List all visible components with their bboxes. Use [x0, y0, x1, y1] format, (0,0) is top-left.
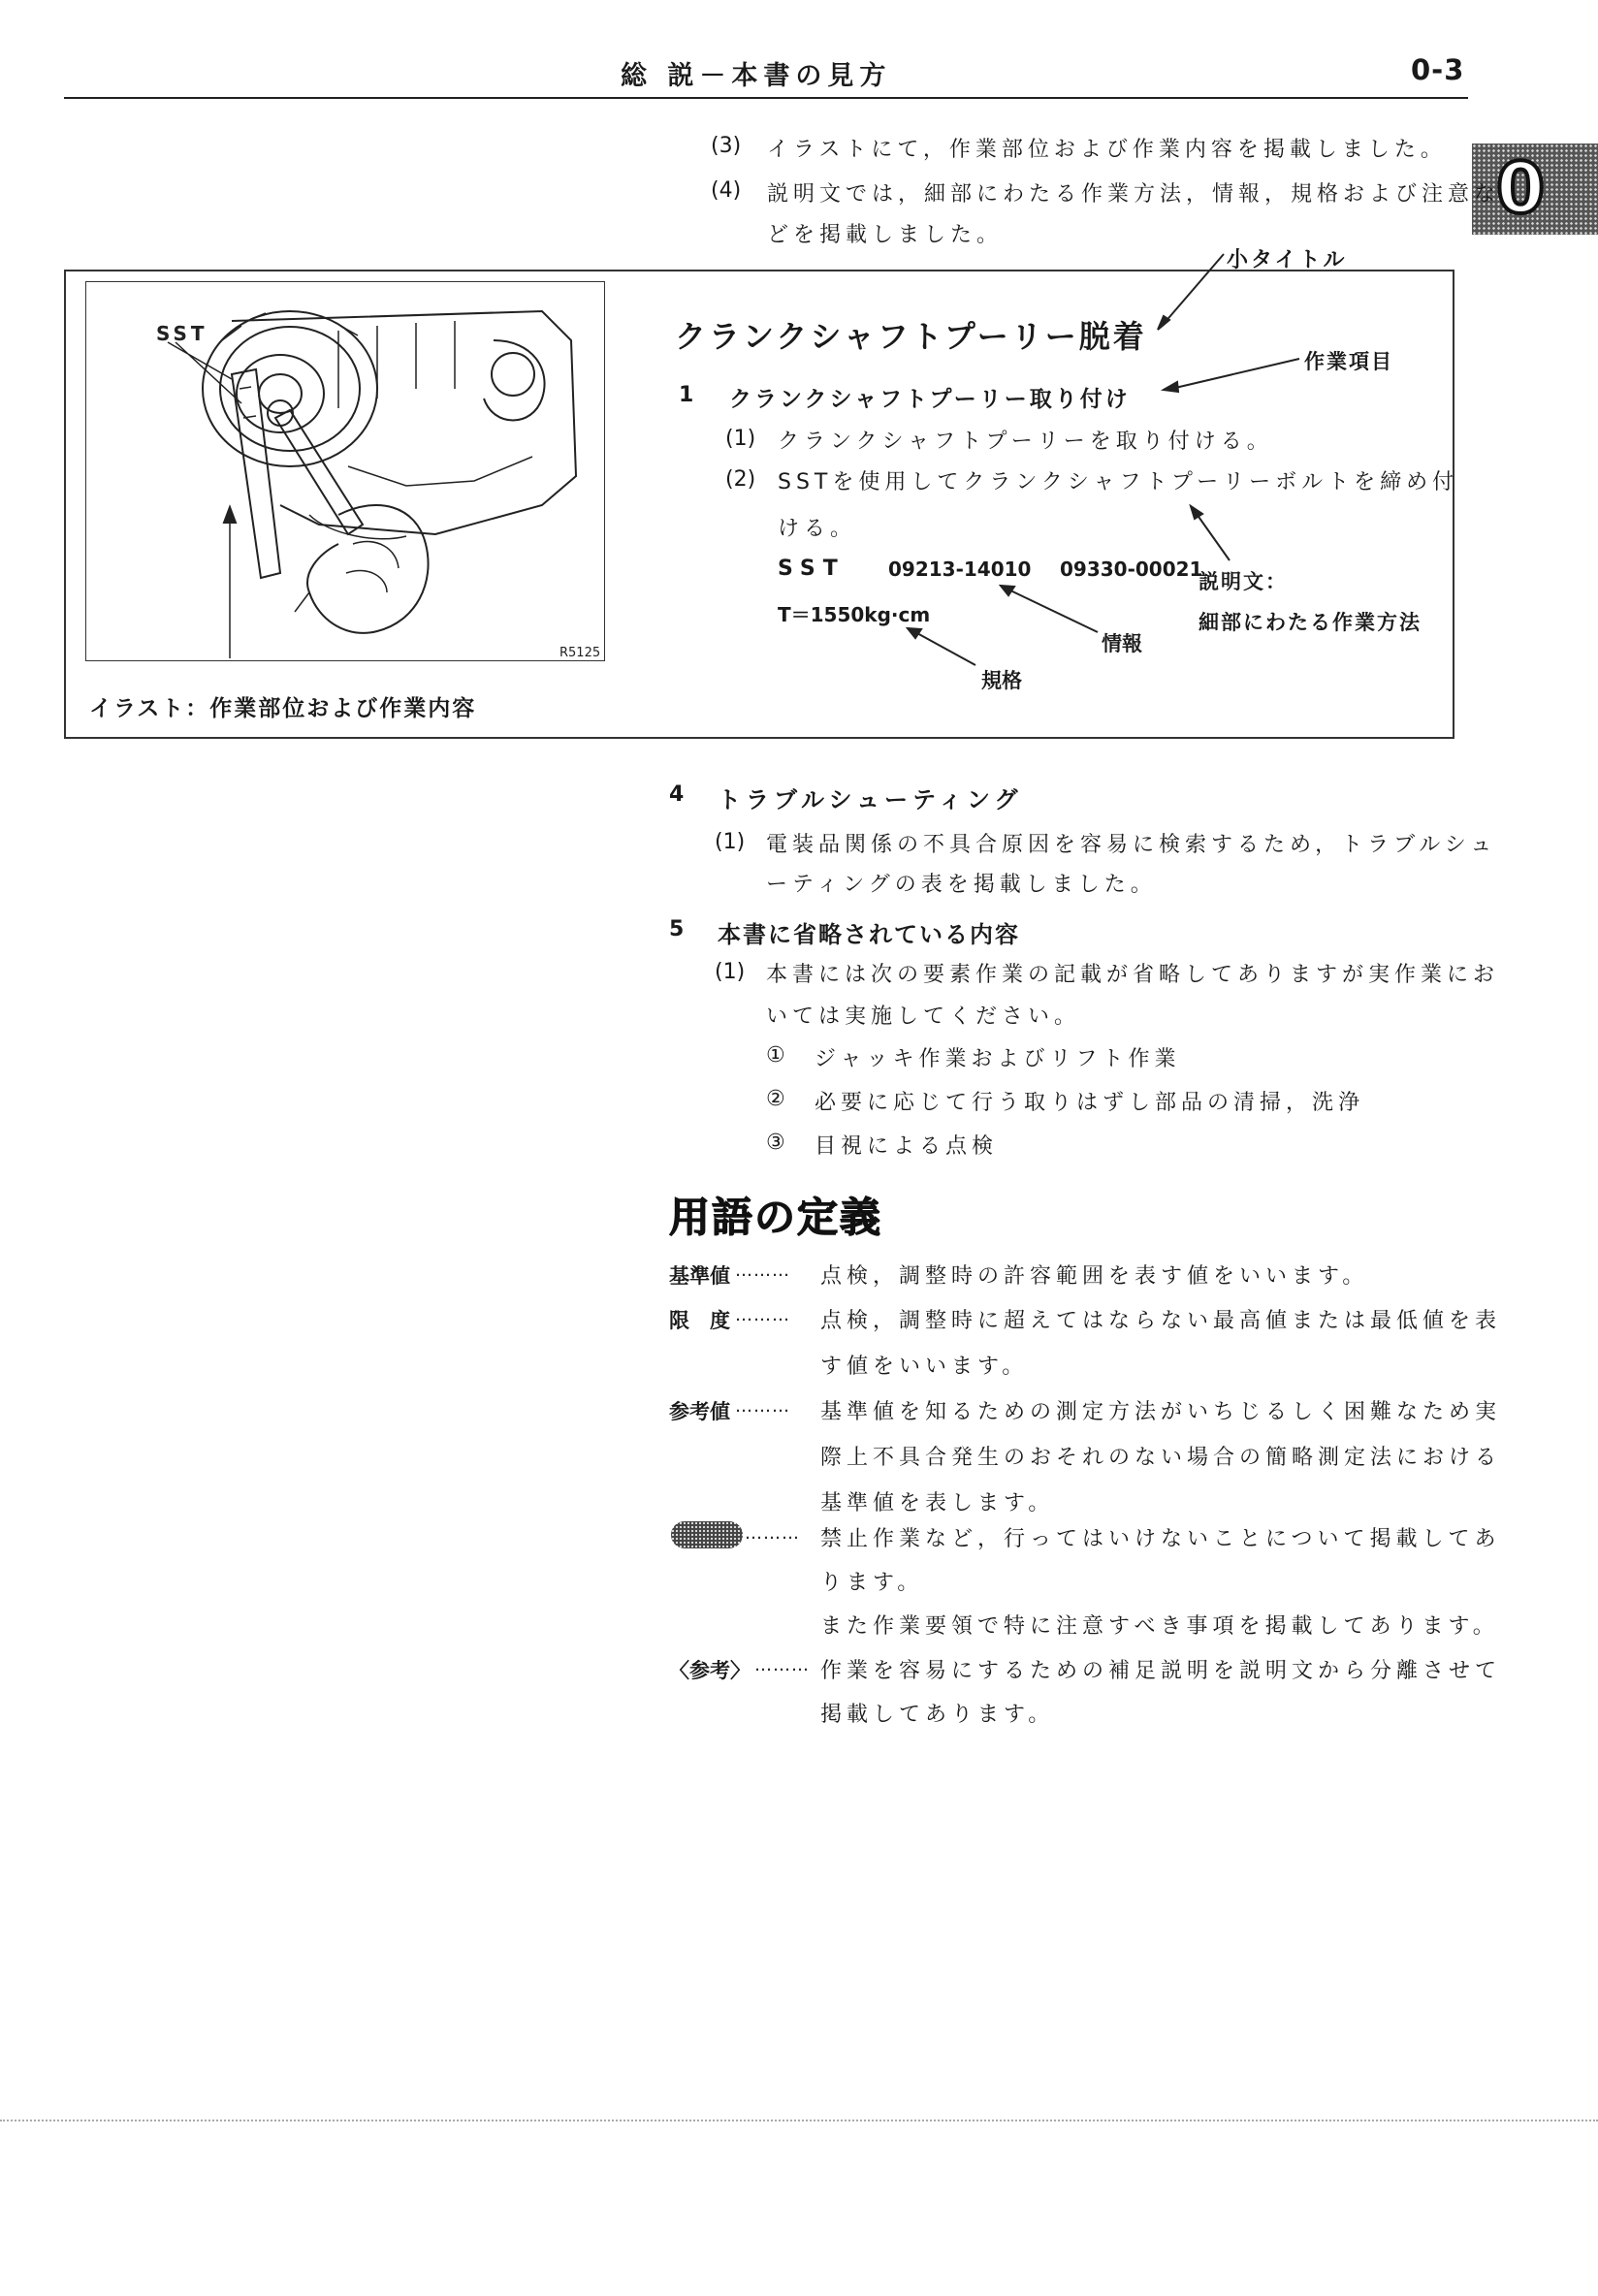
example-subtitle: クランクシャフトプーリー脱着: [675, 318, 1147, 355]
step-title: クランクシャフトプーリー取り付け: [729, 387, 1131, 412]
term-definition: 際上不具合発生のおそれのない場合の簡略測定法における: [820, 1446, 1502, 1470]
intro-item-text: 説明文では，細部にわたる作業方法，情報，規格および注意な: [767, 182, 1501, 207]
example-item-text: SSTを使用してクランクシャフトプーリーボルトを締め付: [778, 470, 1459, 494]
info-callout: 情報: [1102, 632, 1142, 655]
intro-item-number: (3): [711, 134, 742, 158]
description-callout-title: 説明文：: [1198, 570, 1288, 593]
term-definition: 基準値を表します。: [820, 1491, 1055, 1515]
term-label: 参考値: [669, 1400, 730, 1423]
term-leader: ………: [754, 1655, 810, 1675]
section5-item-number: (1): [715, 960, 746, 984]
example-item-text-cont: ける。: [778, 517, 857, 541]
subtitle-callout: 小タイトル: [1227, 248, 1348, 272]
term-label: 限 度: [669, 1309, 730, 1332]
page-bottom-edge: [0, 2120, 1598, 2121]
section5-number: 5: [669, 917, 685, 941]
section4-number: 4: [669, 782, 685, 807]
term-label: 〈参考〉: [669, 1659, 751, 1682]
sst-code: 09330-00021: [1060, 558, 1203, 581]
term-definition: 禁止作業など，行ってはいけないことについて掲載してあ: [820, 1527, 1501, 1551]
example-item-number: (1): [725, 427, 756, 451]
section5-item-text: 本書には次の要素作業の記載が省略してありますが実作業にお: [766, 963, 1500, 987]
term-definition: また作業要領で特に注意すべき事項を掲載してあります。: [820, 1614, 1499, 1639]
section5-item-text: いては実施してください。: [766, 1004, 1081, 1029]
section-tab-label: 0: [1495, 147, 1546, 229]
illustration-caption: イラスト：作業部位および作業内容: [89, 696, 477, 721]
term-definition: 基準値を知るための測定方法がいちじるしく困難なため実: [820, 1400, 1502, 1424]
term-definition: 作業を容易にするための補足説明を説明文から分離させて: [820, 1659, 1502, 1683]
section4-item-number: (1): [715, 830, 746, 854]
sst-label: SST: [156, 322, 208, 345]
term-definition: 点検，調整時に超えてはならない最高値または最低値を表: [820, 1309, 1502, 1333]
term-leader: ………: [735, 1260, 790, 1281]
subitem-number: ③: [766, 1131, 785, 1155]
term-leader: ………: [735, 1396, 790, 1417]
intro-item-number: (4): [711, 178, 742, 203]
term-definition: 掲載してあります。: [820, 1703, 1055, 1727]
term-definition: 点検，調整時の許容範囲を表す値をいいます。: [820, 1264, 1369, 1289]
section4-item-text: ーティングの表を掲載しました。: [766, 873, 1157, 897]
intro-item-text: どを掲載しました。: [767, 223, 1004, 247]
step-number: 1: [679, 383, 694, 407]
description-callout-text: 細部にわたる作業方法: [1198, 611, 1422, 634]
section5-title: 本書に省略されている内容: [718, 921, 1020, 948]
example-item-text: クランクシャフトプーリーを取り付ける。: [778, 430, 1273, 454]
spec-callout: 規格: [981, 669, 1022, 692]
subitem-text: 必要に応じて行う取りはずし部品の清掃，洗浄: [815, 1091, 1365, 1115]
subitem-number: ①: [766, 1043, 785, 1068]
intro-item-text: イラストにて，作業部位および作業内容を掲載しました。: [767, 138, 1447, 162]
subitem-text: ジャッキ作業およびリフト作業: [815, 1047, 1181, 1071]
term-leader: ………: [745, 1523, 800, 1544]
callout-arrows: [0, 0, 1598, 776]
step-callout: 作業項目: [1304, 350, 1393, 373]
term-label: 基準値: [669, 1264, 730, 1288]
illustration-code: R5125: [559, 646, 601, 660]
definitions-heading: 用語の定義: [669, 1194, 883, 1241]
caution-badge-icon: [671, 1521, 743, 1548]
page-number: 0-3: [1411, 53, 1465, 86]
section4-title: トラブルシューティング: [718, 786, 1023, 813]
header-title: 総 説－本書の見方: [621, 61, 892, 91]
torque-spec: T＝1550kg·cm: [778, 603, 931, 626]
subitem-number: ②: [766, 1087, 785, 1111]
term-definition: す値をいいます。: [820, 1355, 1029, 1379]
sst-code: 09213-14010: [888, 558, 1032, 581]
sst-label: SST: [778, 557, 846, 581]
section4-item-text: 電装品関係の不具合原因を容易に検索するため，トラブルシュ: [766, 833, 1497, 857]
term-definition: ります。: [820, 1571, 924, 1595]
subitem-text: 目視による点検: [815, 1134, 999, 1159]
term-leader: ………: [735, 1305, 790, 1325]
example-item-number: (2): [725, 467, 756, 492]
